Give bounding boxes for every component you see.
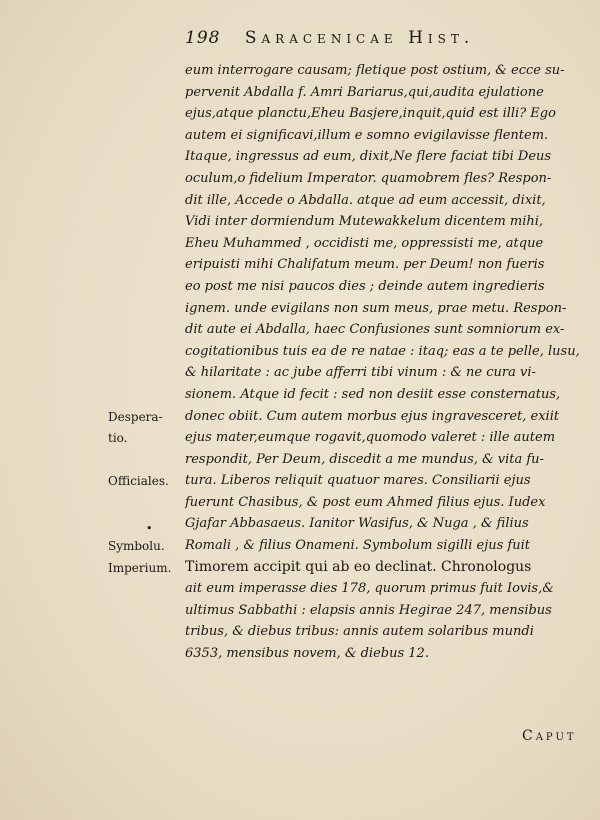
text-line: ejus mater,eumque rogavit,quomodo valeret : ille autem bbox=[185, 430, 556, 446]
running-header bbox=[185, 28, 545, 48]
text-line: dit aute ei Abdalla, haec Confusiones sunt somniorum ex- bbox=[185, 322, 565, 338]
text-line: ait eum imperasse dies 178, quorum primus fuit Iovis,& bbox=[185, 581, 554, 597]
text-line: eum interrogare causam; fletique post ostium, & ecce su- bbox=[185, 63, 565, 78]
text-line: Romali , & filius Onameni. Symbolum sigilli ejus fuit bbox=[185, 538, 530, 554]
text-line: eo post me nisi paucos dies ; deinde autem ingredieris bbox=[185, 278, 545, 294]
margin-note: tio. bbox=[108, 431, 128, 446]
text-line: ejus,atque planctu,Eheu Basjere,inquit,quid est illi? Ego bbox=[185, 106, 556, 122]
text-line: donec obiit. Cum autem morbus ejus ingravesceret, exiit bbox=[185, 408, 560, 424]
catchword: Caput bbox=[522, 728, 577, 744]
text-line: tribus, & diebus tribus: annis autem solaribus mundi bbox=[185, 624, 534, 640]
text-line: sionem. Atque id fecit : sed non desiit esse consternatus, bbox=[185, 386, 561, 402]
text-line: autem ei significavi,illum e somno evigilavisse flentem. bbox=[185, 127, 549, 143]
text-line: & hilaritate : ac jube afferri tibi vinum : & ne cura vi- bbox=[185, 365, 536, 381]
text-line: Vidi inter dormiendum Mutewakkelum dicentem mihi, bbox=[185, 214, 544, 230]
text-line: Eheu Muhammed , occidisti me, oppressisti me, atque bbox=[185, 235, 544, 251]
text-line: respondit, Per Deum, discedit a me mundus, & vita fu- bbox=[185, 451, 544, 467]
running-title: Saracenicae Hist. bbox=[244, 28, 475, 48]
text-line: Timorem accipit qui ab eo declinat. Chronologus bbox=[185, 558, 532, 575]
page-number: 198 bbox=[185, 28, 221, 48]
text-line: Gjafar Abbasaeus. Ianitor Wasifus, & Nuga , & filius bbox=[185, 516, 529, 532]
text-line: cogitationibus tuis ea de re natae : itaq; eas a te pelle, lusu, bbox=[185, 343, 580, 359]
text-line: ultimus Sabbathi : elapsis annis Hegirae 247, mensibus bbox=[185, 602, 552, 618]
text-line: oculum,o fidelium Imperator. quamobrem fles? Respon- bbox=[185, 170, 552, 186]
text-line: ignem. unde evigilans non sum meus, prae metu. Respon- bbox=[185, 300, 567, 316]
text-line: pervenit Abdalla f. Amri Bariarus,qui,audita ejulatione bbox=[185, 84, 544, 100]
text-line: dit ille, Accede o Abdalla. atque ad eum accessit, dixit, bbox=[185, 192, 546, 208]
text-line: Itaque, ingressus ad eum, dixit,Ne flere faciat tibi Deus bbox=[185, 149, 552, 165]
text-line: 6353, mensibus novem, & diebus 12. bbox=[185, 646, 429, 662]
body-text bbox=[185, 60, 585, 665]
margin-note: Imperium. bbox=[108, 560, 172, 575]
margin-note: Despera- bbox=[108, 409, 163, 424]
margin-note: Officiales. bbox=[108, 474, 169, 489]
text-line: tura. Liberos reliquit quatuor mares. Consiliarii ejus bbox=[185, 473, 531, 489]
text-line: fuerunt Chasibus, & post eum Ahmed filius ejus. Iudex bbox=[185, 494, 546, 510]
ornament-mark: • bbox=[146, 522, 153, 535]
margin-note: Symbolu. bbox=[108, 539, 165, 554]
text-line: eripuisti mihi Chalifatum meum. per Deum! non fueris bbox=[185, 257, 545, 273]
